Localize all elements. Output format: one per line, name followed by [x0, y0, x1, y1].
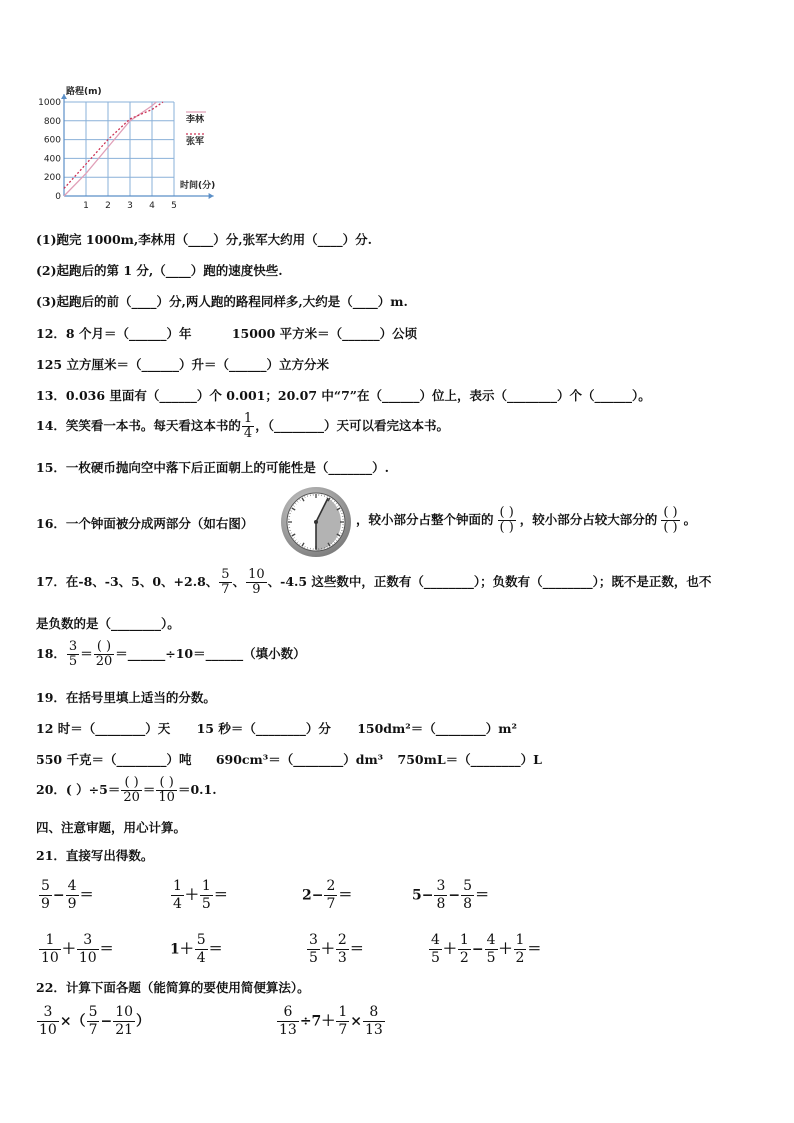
- q21-num: 3: [77, 932, 99, 950]
- q21-fraction: [434, 878, 447, 913]
- q16-text-b: ，较小部分占整个钟面的: [356, 512, 494, 527]
- q21-operator: −: [448, 887, 461, 904]
- q21-operator: ＝: [99, 941, 114, 958]
- q12-c: 125 立方厘米＝（______）升＝（______）立方分米: [36, 357, 329, 372]
- q21-fraction: [458, 932, 471, 967]
- q21-fraction: [514, 932, 527, 967]
- q19-r2-c: 750mL＝（________）L: [397, 752, 542, 767]
- q17-text-a: 17．在-8、-3、5、0、+2.8、: [36, 574, 219, 589]
- x-axis-label: 时间(分): [180, 181, 216, 191]
- x-tick-label: 5: [171, 201, 177, 211]
- q21-fraction: [77, 932, 99, 967]
- distance-time-chart: [30, 84, 260, 212]
- q17-line2: 是负数的是（________）。: [36, 616, 180, 631]
- q21-fraction: [336, 932, 349, 967]
- y-tick-label: 200: [43, 173, 61, 184]
- q17-sep: 、: [232, 574, 246, 589]
- y-tick-label: 600: [43, 135, 61, 146]
- q21-num: 1: [515, 932, 525, 948]
- q20-text-b: ＝0.1.: [177, 782, 217, 797]
- q16-f1-num: ( ): [499, 505, 514, 520]
- y-axis-label: 路程(m): [66, 87, 102, 97]
- q21-num: 1: [459, 932, 469, 948]
- q14-fraction: [242, 412, 254, 441]
- q22-title: 22．计算下面各题（能简算的要使用简便算法）。: [36, 980, 310, 995]
- q22-e2-f1-num: 6: [277, 1004, 299, 1022]
- q22-e1-f3-num: 10: [115, 1004, 134, 1020]
- q21-den: 2: [459, 950, 469, 966]
- q21-title: 21．直接写出得数。: [36, 848, 154, 863]
- q16-f2-num: ( ): [663, 505, 678, 520]
- x-tick-label: 2: [105, 201, 111, 211]
- q21-operator: ＝: [475, 887, 490, 904]
- x-tick-label: 3: [127, 201, 133, 211]
- q16-f2-den: ( ): [663, 520, 678, 535]
- q22-e1-frac-2: [87, 1004, 100, 1039]
- q20-frac-1: [121, 776, 142, 805]
- q21-expression: [428, 932, 541, 967]
- q21-den: 10: [78, 950, 97, 966]
- q17-frac-2: [246, 568, 267, 597]
- x-axis-arrow: [209, 193, 214, 199]
- q22-e2-f3-num: 8: [363, 1004, 385, 1022]
- q20-f2-num: ( ): [156, 776, 177, 791]
- q19-row1: [36, 719, 517, 737]
- q21-den: 5: [431, 950, 440, 966]
- q21-fraction: [461, 878, 474, 913]
- q22-e2-op2: ×: [350, 1013, 362, 1030]
- q16-fraction-1: [498, 506, 516, 535]
- q21-num: 5: [41, 878, 50, 894]
- q18-frac-1: [67, 640, 79, 669]
- q21-den: 2: [515, 950, 525, 966]
- q17-f2-den: 9: [252, 582, 261, 597]
- q19-r2-a: 550 千克＝（________）吨: [36, 752, 192, 767]
- q21-expression: [38, 932, 114, 967]
- q21-den: 3: [337, 950, 347, 966]
- q21-expression: [412, 878, 489, 913]
- q15: 15．一枚硬币抛向空中落下后正面朝上的可能性是（_______）.: [36, 460, 389, 475]
- q16-rest: [356, 506, 696, 535]
- q22-e1-f1-num: 3: [37, 1004, 59, 1022]
- q21-fraction: [200, 878, 213, 913]
- q11-part1: (1)跑完 1000m,李林用（____）分,张军大约用（____）分.: [36, 232, 372, 247]
- series: [64, 102, 163, 196]
- q22-e1-frac-1: [37, 1004, 59, 1039]
- q12-b: 15000 平方米＝（______）公顷: [231, 326, 418, 341]
- q22-e2-f3-den: 13: [364, 1022, 383, 1038]
- q22-expression-1: [36, 1004, 150, 1039]
- q17-line1: [36, 568, 711, 597]
- q21-expression: [170, 932, 223, 967]
- q22-e2-frac-2: [336, 1004, 349, 1039]
- q21-operator: −: [471, 941, 484, 958]
- q21-fraction: [429, 932, 442, 967]
- q21-den: 9: [41, 896, 50, 912]
- q21-num: 1: [173, 878, 182, 894]
- q18-f2-den: 20: [95, 654, 113, 669]
- q17-frac-1: [219, 568, 231, 597]
- q21-fraction: [39, 932, 61, 967]
- q21-operator: ＋: [184, 887, 199, 904]
- q20-text-a: 20．( ）÷5＝: [36, 782, 121, 797]
- q22-e2-op1: ÷7＋: [299, 1013, 336, 1030]
- q16-end: 。: [683, 512, 697, 527]
- q14: [36, 412, 449, 441]
- q21-num: 3: [436, 878, 446, 894]
- q18-text-b: ＝______÷10＝______（填小数）: [115, 646, 306, 661]
- q12-line1: [36, 324, 417, 342]
- y-tick-label: 400: [43, 154, 61, 165]
- grid: [64, 102, 174, 196]
- q16-f1-den: ( ): [499, 520, 514, 535]
- q21-expression: [170, 878, 228, 913]
- q21-den: 10: [41, 950, 59, 966]
- q19-r1-a: 12 时＝（________）天: [36, 721, 171, 736]
- q17-f1-den: 7: [221, 582, 230, 597]
- q19-r1-b: 15 秒＝（________）分: [196, 721, 331, 736]
- q21-prefix: 2−: [302, 887, 324, 904]
- q22-e1-f3-den: 21: [115, 1022, 134, 1038]
- q17-f2-num: 10: [248, 567, 265, 582]
- q14-text-a: 14．笑笑看一本书。每天看这本书的: [36, 418, 241, 433]
- q19-r2-b: 690cm³＝（________）dm³: [215, 752, 384, 767]
- q21-num: 2: [326, 878, 336, 894]
- q21-den: 4: [196, 950, 206, 966]
- q22-e2-frac-3: [363, 1004, 385, 1039]
- q20-f1-num: ( ): [121, 776, 142, 791]
- q21-fraction: [66, 878, 79, 913]
- q21-num: 4: [486, 932, 496, 948]
- q21-den: 5: [486, 950, 496, 966]
- q12-a: 12．8 个月＝（______）年: [36, 326, 192, 341]
- q22-e2-f2-num: 1: [338, 1004, 348, 1020]
- q20-eq: ＝: [142, 782, 156, 797]
- y-tick-label: 800: [43, 116, 61, 127]
- q19-r1-c: 150dm²＝（________）m²: [357, 721, 517, 736]
- q21-fraction: [324, 878, 337, 913]
- legend-zhangjun: 张军: [186, 137, 205, 147]
- q21-fraction: [485, 932, 498, 967]
- q21-prefix: 5−: [412, 887, 434, 904]
- q21-operator: −: [52, 887, 65, 904]
- q21-operator: ＝: [349, 941, 364, 958]
- q18-f1-den: 5: [68, 654, 78, 669]
- q22-e1-f2-den: 7: [88, 1022, 98, 1038]
- q21-num: 4: [431, 932, 440, 948]
- q21-den: 5: [309, 950, 318, 966]
- series-line-lilin: [64, 102, 156, 196]
- q20-f2-den: 10: [158, 790, 175, 805]
- x-tick-label: 4: [149, 201, 155, 211]
- q22-e1-f1-den: 10: [39, 1022, 57, 1038]
- q21-operator: ＋: [498, 941, 513, 958]
- q22-e2-f1-den: 13: [279, 1022, 297, 1038]
- q16-text-c: ，较小部分占较大部分的: [519, 512, 658, 527]
- q21-fraction: [195, 932, 208, 967]
- q21-prefix: 1＋: [170, 941, 194, 958]
- q14-text-b: ，（________）天可以看完这本书。: [255, 418, 449, 433]
- q21-fraction: [171, 878, 184, 913]
- series-line-zhangjun: [64, 102, 163, 188]
- q21-den: 5: [201, 896, 211, 912]
- q18-label: 18．: [36, 646, 66, 661]
- q11-part2: (2)起跑后的第 1 分,（____）跑的速度快些.: [36, 263, 283, 278]
- q19-row2: [36, 750, 542, 768]
- section-4-heading: 四、注意审题，用心计算。: [36, 820, 187, 835]
- q22-e1-end: ）: [136, 1013, 151, 1030]
- q21-operator: ＝: [213, 887, 228, 904]
- q18: [36, 640, 306, 669]
- q20-frac-2: [156, 776, 177, 805]
- q21-operator: ＋: [61, 941, 76, 958]
- q11-part3: (3)起跑后的前（____）分,两人跑的路程同样多,大约是（____）m.: [36, 294, 408, 309]
- q22-e1-frac-3: [113, 1004, 135, 1039]
- clock-image: [280, 486, 352, 558]
- q21-fraction: [39, 878, 52, 913]
- q17-text-b: 、-4.5 这些数中，正数有（________）；负数有（________）；既不是正数，也不: [267, 574, 712, 589]
- q21-fraction: [307, 932, 320, 967]
- x-tick-label: 1: [83, 201, 89, 211]
- q20: [36, 776, 217, 805]
- legend-lilin: 李林: [186, 115, 205, 125]
- q21-expression: [302, 878, 352, 913]
- q21-num: 4: [67, 878, 77, 894]
- q21-num: 3: [309, 932, 318, 948]
- q22-e1-op1: ×（: [59, 1013, 86, 1030]
- q21-den: 8: [463, 896, 473, 912]
- q21-operator: ＝: [527, 941, 542, 958]
- q21-den: 7: [326, 896, 336, 912]
- q19-title: 19．在括号里填上适当的分数。: [36, 690, 216, 705]
- q21-operator: ＝: [79, 887, 94, 904]
- q21-num: 5: [196, 932, 206, 948]
- q21-den: 4: [173, 896, 182, 912]
- q21-den: 9: [67, 896, 77, 912]
- q16-fraction-2: [661, 506, 679, 535]
- q21-num: 1: [39, 932, 61, 950]
- q21-expression: [306, 932, 364, 967]
- q21-den: 8: [436, 896, 446, 912]
- y-tick-label: 0: [55, 192, 61, 202]
- q22-e2-frac-1: [277, 1004, 299, 1039]
- q14-den: 4: [243, 426, 253, 441]
- q17-f1-num: 5: [221, 567, 230, 582]
- q21-num: 1: [201, 878, 211, 894]
- q21-num: 5: [463, 878, 473, 894]
- q21-operator: ＋: [442, 941, 457, 958]
- q21-operator: ＋: [320, 941, 335, 958]
- q22-expression-2: [276, 1004, 386, 1039]
- q21-operator: ＝: [208, 941, 223, 958]
- q22-e1-op2: −: [100, 1013, 113, 1030]
- q21-operator: ＝: [338, 887, 353, 904]
- q14-num: 1: [243, 411, 253, 426]
- q18-frac-2: [94, 640, 115, 669]
- q20-f1-den: 20: [123, 790, 140, 805]
- q22-e2-f2-den: 7: [338, 1022, 348, 1038]
- q21-num: 2: [337, 932, 347, 948]
- q16-text-a: 16．一个钟面被分成两部分（如右图）: [36, 516, 254, 531]
- q13: 13．0.036 里面有（______）个 0.001；20.07 中“7”在（______）位上，表示（________）个（______）。: [36, 388, 651, 403]
- q22-e1-f2-num: 5: [88, 1004, 98, 1020]
- q18-f2-num: ( ): [94, 640, 115, 655]
- y-tick-label: 1000: [38, 98, 61, 108]
- q18-eq: ＝: [80, 646, 93, 661]
- q21-expression: [38, 878, 94, 913]
- q18-f1-num: 3: [68, 639, 78, 654]
